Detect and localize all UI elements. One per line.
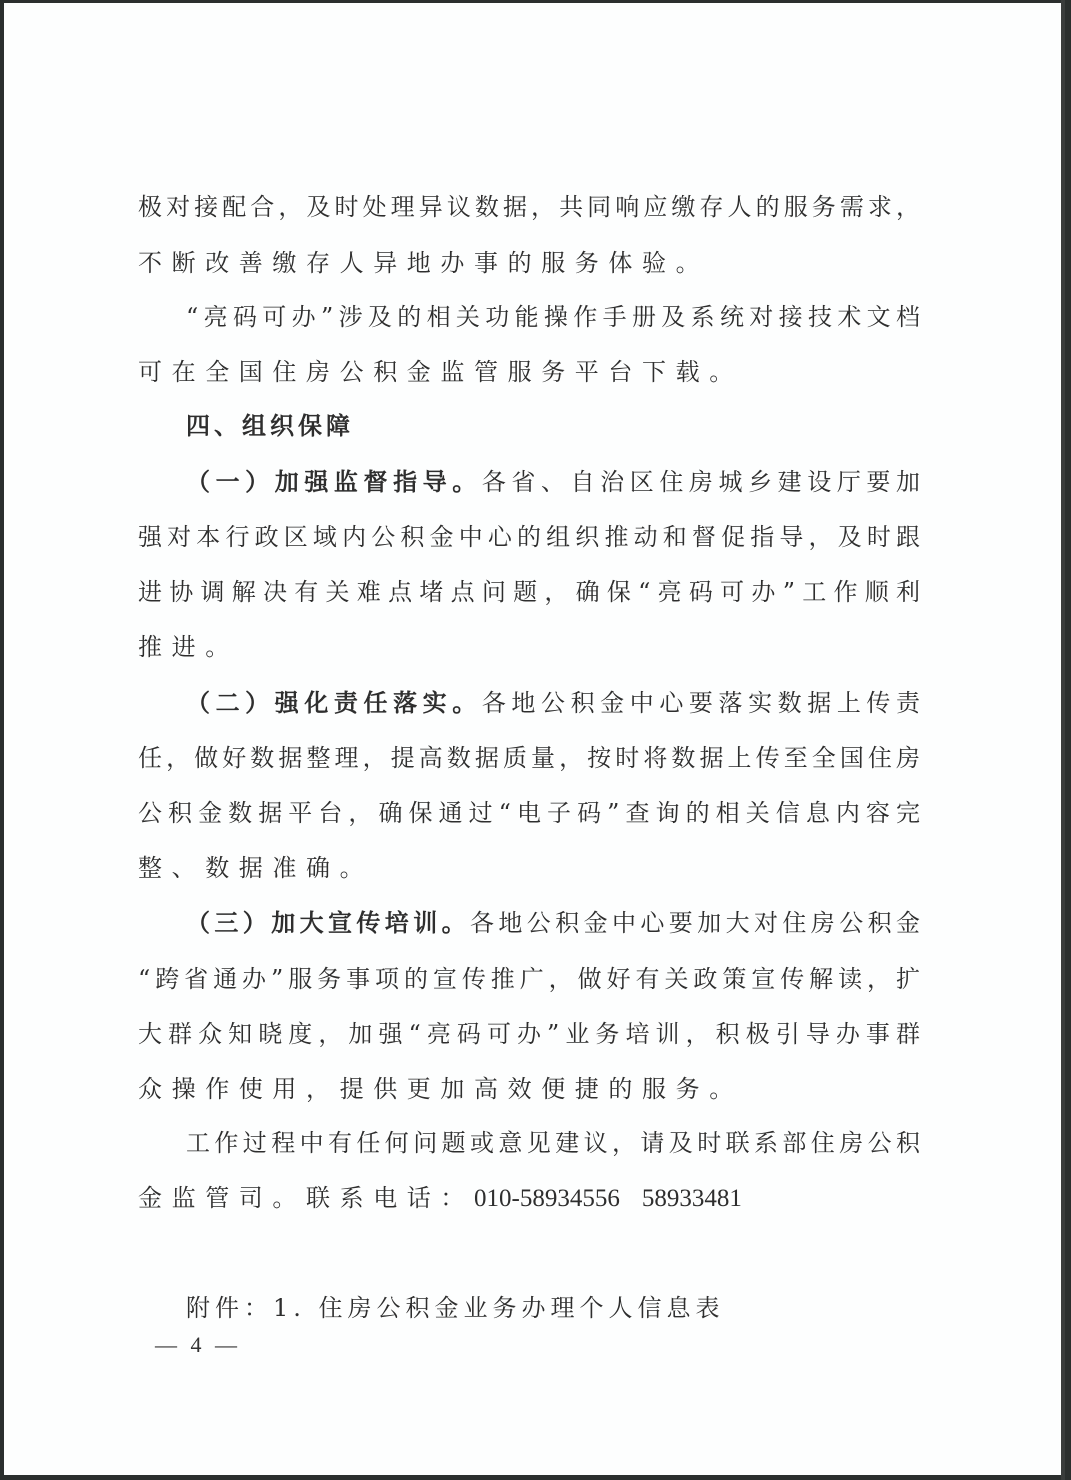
document-page	[4, 3, 1061, 1475]
phone-number-1: 010-58934556	[474, 1185, 620, 1212]
body-line: 大群众知晓度，加强“亮码可办”业务培训，积极引导办事群	[138, 1020, 920, 1048]
contact-line-1: 工作过程中有任何问题或意见建议，请及时联系部住房公积	[186, 1129, 920, 1157]
body-line: 公积金数据平台，确保通过“电子码”查询的相关信息内容完	[138, 799, 920, 827]
phone-number-2: 58933481	[641, 1185, 742, 1212]
section-2-lead: （二）强化责任落实。	[186, 689, 482, 717]
scan-edge	[1061, 0, 1065, 1480]
section-1-text: 各省、自治区住房城乡建设厅要加	[481, 468, 921, 496]
body-line: 可在全国住房公积金监管服务平台下载。	[138, 358, 743, 386]
body-line: 极对接配合，及时处理异议数据，共同响应缴存人的服务需求，	[138, 193, 920, 221]
section-3-lead: （三）加大宣传培训。	[186, 909, 470, 937]
body-line: “亮码可办”涉及的相关功能操作手册及系统对接技术文档	[186, 303, 920, 331]
body-line: “跨省通办”服务事项的宣传推广，做好有关政策宣传解读，扩	[138, 965, 920, 993]
body-line: 众操作使用，提供更加高效便捷的服务。	[138, 1075, 743, 1103]
contact-label: 金监管司。联系电话：	[138, 1184, 474, 1212]
section-2-text: 各地公积金中心要落实数据上传责	[481, 689, 921, 717]
section-3-text: 各地公积金中心要加大对住房公积金	[470, 909, 920, 937]
attachment-line: 附件：1. 住房公积金业务办理个人信息表	[186, 1294, 725, 1322]
body-line: 强对本行政区域内公积金中心的组织推动和督促指导，及时跟	[138, 523, 920, 551]
body-line: 进协调解决有关难点堵点问题，确保“亮码可办”工作顺利	[138, 578, 920, 606]
body-line: 任，做好数据整理，提高数据质量，按时将数据上传至全国住房	[138, 744, 920, 772]
body-line: 推进。	[138, 633, 239, 661]
section-2-first-line	[186, 688, 920, 718]
section-1-lead: （一）加强监督指导。	[186, 468, 482, 496]
contact-line-2	[138, 1183, 742, 1214]
body-line: 整、数据准确。	[138, 854, 374, 882]
page-number: — 4 —	[155, 1332, 241, 1357]
section-1-first-line	[186, 467, 920, 497]
section-heading: 四、组织保障	[186, 412, 354, 440]
section-3-first-line	[186, 908, 920, 938]
body-line: 不断改善缴存人异地办事的服务体验。	[138, 249, 710, 277]
